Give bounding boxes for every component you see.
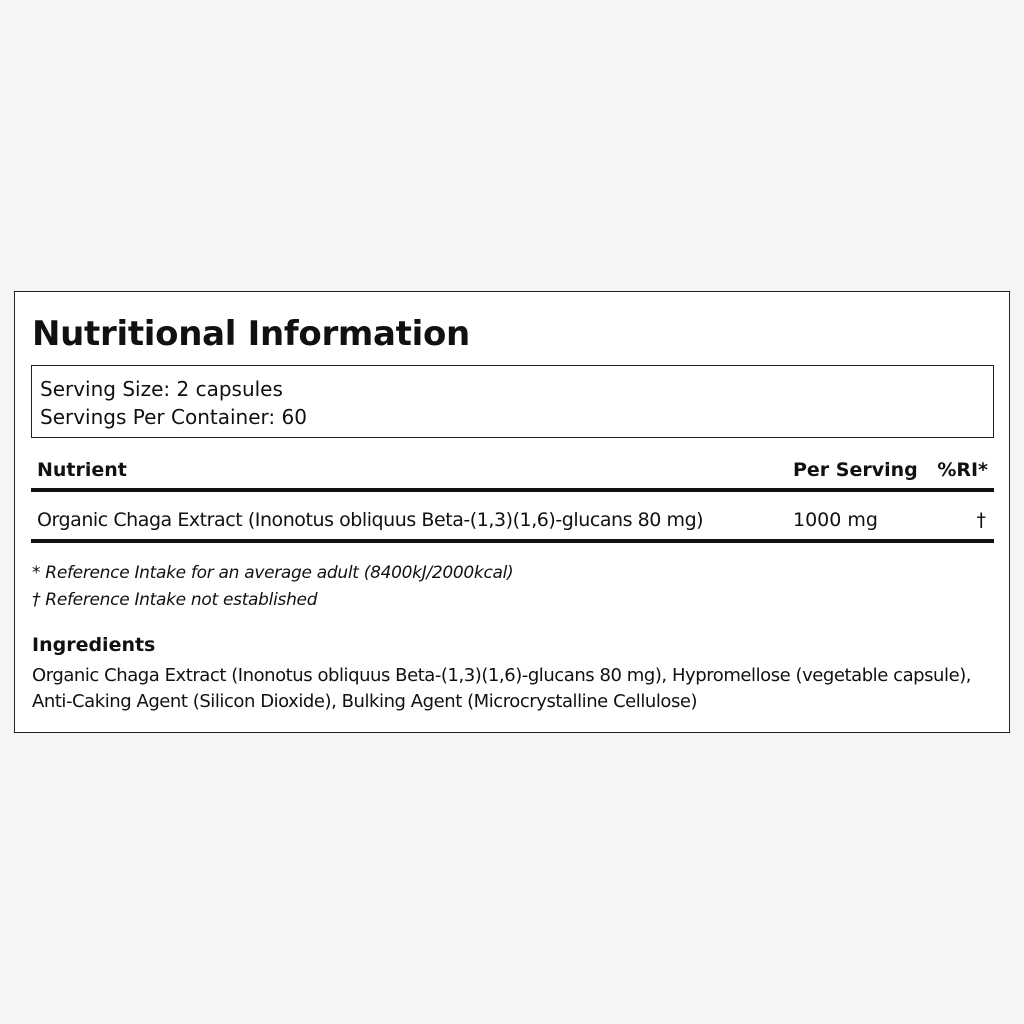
footnote-reference-intake: * Reference Intake for an average adult (8400kJ/2000kcal) xyxy=(32,563,514,583)
ingredients-line: Anti-Caking Agent (Silicon Dioxide), Bulking Agent (Microcrystalline Cellulose) xyxy=(32,691,698,712)
serving-info-box xyxy=(31,365,994,438)
ingredients-line: Organic Chaga Extract (Inonotus obliquus Beta-(1,3)(1,6)-glucans 80 mg), Hypromellose (vegetable capsule), xyxy=(32,665,972,686)
ingredients-list xyxy=(32,663,992,715)
column-header-nutrient: Nutrient xyxy=(37,459,127,481)
table-header-row xyxy=(31,452,994,492)
footnote-not-established: † Reference Intake not established xyxy=(32,590,318,610)
table-row xyxy=(31,492,994,543)
nutrient-name: Organic Chaga Extract (Inonotus obliquus Beta-(1,3)(1,6)-glucans 80 mg) xyxy=(37,509,704,531)
nutrient-ri: † xyxy=(976,509,986,531)
column-header-per-serving: Per Serving xyxy=(793,459,918,481)
servings-per-container: Servings Per Container: 60 xyxy=(40,405,307,429)
footnotes xyxy=(32,560,513,614)
nutrition-panel xyxy=(14,291,1010,733)
column-header-ri: %RI* xyxy=(937,459,988,481)
panel-title: Nutritional Information xyxy=(32,314,470,354)
serving-size: Serving Size: 2 capsules xyxy=(40,377,283,401)
nutrient-table xyxy=(31,452,994,543)
ingredients-heading: Ingredients xyxy=(32,634,156,656)
nutrient-amount: 1000 mg xyxy=(793,509,878,531)
